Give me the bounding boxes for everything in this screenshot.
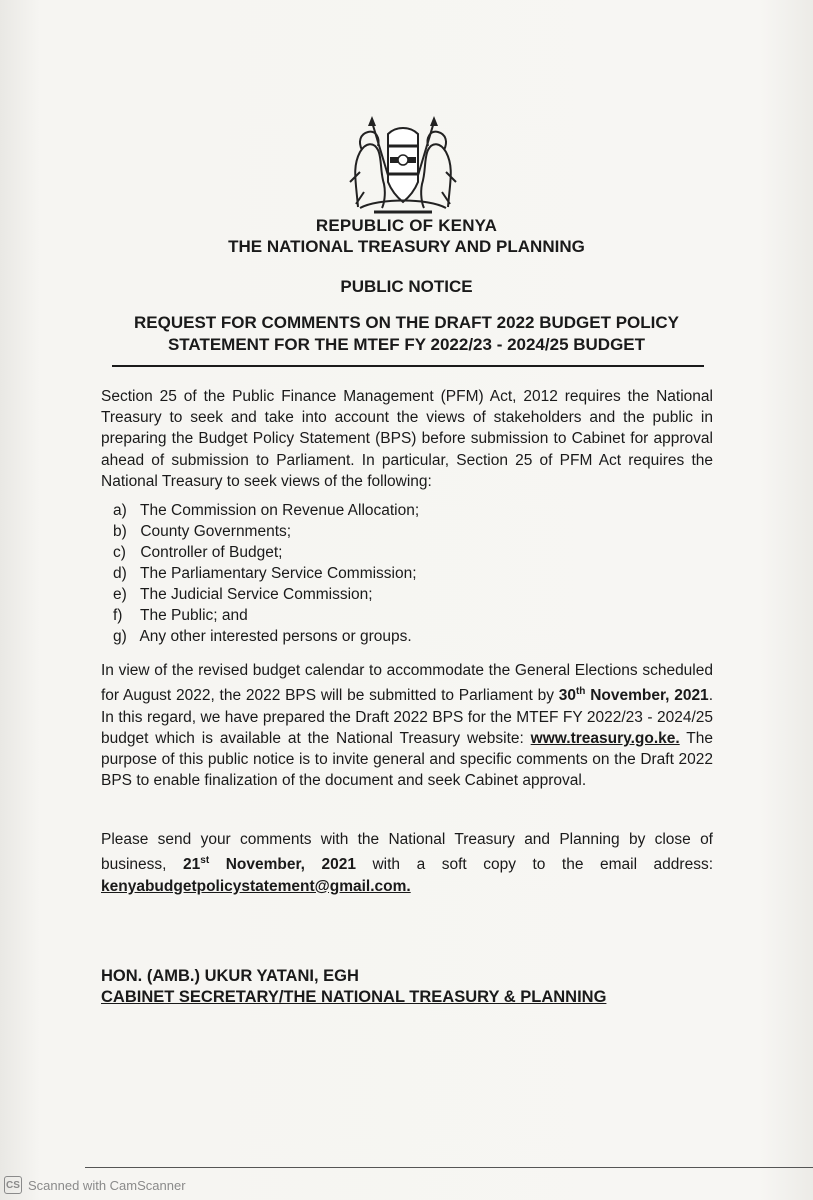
- coat-of-arms-icon: [338, 112, 468, 222]
- heading-divider: [112, 365, 704, 367]
- scanner-text: Scanned with CamScanner: [28, 1177, 186, 1193]
- ministry-heading: THE NATIONAL TREASURY AND PLANNING: [228, 237, 585, 256]
- intro-paragraph: Section 25 of the Public Finance Management (PFM) Act, 2012 requires the National Treasury to seek and take into account the views of stakeholders and the public in preparing the Budget Policy Statement (BPS) before submission to Cabinet for approval ahead of submission to Parliament. In particular, Section 25 of PFM Act requires the National Treasury to seek views of the following:: [101, 388, 713, 490]
- submission-paragraph: Please send your comments with the National Treasury and Planning by close of business, 21st November, 2021 with a soft copy to the email address: kenyabudgetpolicystatement@gmail.com.: [101, 831, 714, 895]
- country-heading: REPUBLIC OF KENYA: [315, 216, 498, 235]
- list-item: e) The Judicial Service Commission;: [113, 586, 373, 603]
- page-bottom-divider: [85, 1167, 813, 1168]
- list-item: d) The Parliamentary Service Commission;: [113, 565, 417, 582]
- scanner-watermark: [0, 1173, 186, 1197]
- email-link[interactable]: kenyabudgetpolicystatement@gmail.com.: [101, 877, 411, 895]
- treasury-website-link[interactable]: www.treasury.go.ke.: [530, 729, 680, 747]
- notice-type-heading: PUBLIC NOTICE: [340, 277, 473, 296]
- subject-heading-line1: REQUEST FOR COMMENTS ON THE DRAFT 2022 BUDGET POLICY: [134, 313, 679, 332]
- subject-heading-line2: STATEMENT FOR THE MTEF FY 2022/23 - 2024/25 BUDGET: [167, 335, 646, 354]
- calendar-paragraph: In view of the revised budget calendar to accommodate the General Elections scheduled for August 2022, the 2022 BPS will be submitted to Parliament by 30th November, 2021. In this regard, we have prepared the Draft 2022 BPS for the MTEF FY 2022/23 - 2024/25 budget which is available at the National Treasury website: www.treasury.go.ke. The purpose of this public notice is to invite general and specific comments on the Draft 2022 BPS to enable finalization of the document and seek Cabinet approval.: [101, 662, 713, 790]
- comments-deadline: 21st November, 2021: [183, 855, 356, 874]
- submission-deadline: 30th November, 2021: [558, 686, 709, 705]
- signatory-title: CABINET SECRETARY/THE NATIONAL TREASURY & PLANNING: [101, 988, 607, 1006]
- camscanner-icon: CS: [4, 1176, 22, 1194]
- list-item: a) The Commission on Revenue Allocation;: [113, 502, 420, 519]
- list-item: b) County Governments;: [113, 523, 292, 540]
- list-item: f) The Public; and: [113, 607, 248, 624]
- list-item: c) Controller of Budget;: [113, 544, 283, 561]
- stakeholder-list: [113, 500, 419, 647]
- signatory-name: HON. (AMB.) UKUR YATANI, EGH: [101, 967, 359, 985]
- list-item: g) Any other interested persons or groups.: [113, 628, 412, 645]
